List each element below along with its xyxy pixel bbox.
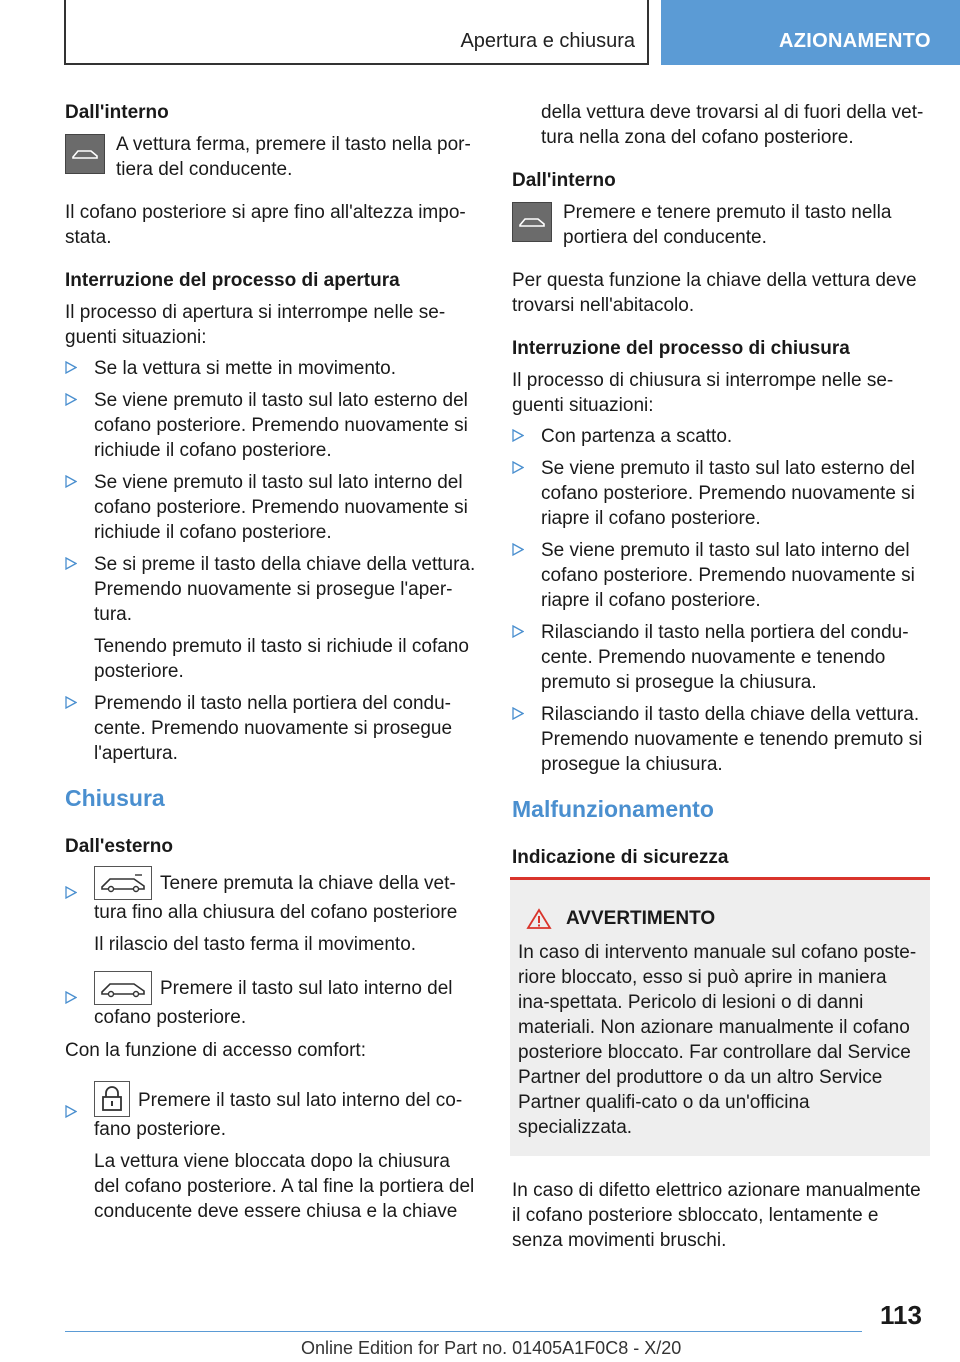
heading-safety: Indicazione di sicurezza: [512, 847, 729, 868]
inside-text: Premere e tenere premuto il tasto nella portiera del conducente.: [563, 202, 892, 248]
bullet-triangle-icon: [512, 543, 524, 556]
list-item: Premere il tasto sul lato interno del cofano posteriore.: [65, 971, 480, 1030]
bullet-triangle-icon: [65, 696, 77, 709]
bullet-triangle-icon: [65, 1105, 77, 1118]
heading-malfunction: Malfunzionamento: [512, 796, 714, 822]
list-item: Se viene premuto il tasto sul lato interno del cofano posteriore. Premendo nuovamente si richiude il cofano posteriore.: [65, 470, 480, 545]
list-item: Tenere premuta la chiave della vet-tura fino alla chiusura del cofano posteriore Il rilascio del tasto ferma il movimento.: [65, 866, 480, 957]
list-item: Rilasciando il tasto nella portiera del condu-cente. Premendo nuovamente e tenendo premuto si prosegue la chiusura.: [512, 620, 930, 695]
chapter-title: AZIONAMENTO: [779, 30, 931, 52]
list-item: Premere il tasto sul lato interno del co-fano posteriore. La vettura viene bloccata dopo la chiusura del cofano posteriore. A tal fine la portiera del conducente deve essere chiusa e la chiave: [65, 1081, 480, 1224]
bullet-triangle-icon: [65, 557, 77, 570]
list-item: Premendo il tasto nella portiera del condu-cente. Premendo nuovamente si prosegue l'apertura.: [65, 691, 480, 766]
inside-instruction: [65, 132, 480, 182]
page-number: 113: [880, 1300, 922, 1330]
heading-closing: Chiusura: [65, 785, 165, 811]
tailgate-button-icon: [65, 134, 105, 174]
edition-footer: Online Edition for Part no. 01405A1F0C8 - X/20: [301, 1338, 682, 1358]
list-item: Se viene premuto il tasto sul lato esterno del cofano posteriore. Premendo nuovamente si riapre il cofano posteriore.: [512, 456, 930, 531]
list-item: Se viene premuto il tasto sul lato esterno del cofano posteriore. Premendo nuovamente si richiude il cofano posteriore.: [65, 388, 480, 463]
heading-interrupt-closing: Interruzione del processo di chiusura: [512, 338, 850, 359]
warning-triangle-icon: [526, 908, 552, 930]
bullet-triangle-icon: [65, 886, 77, 899]
electric-defect-text: In caso di difetto elettrico azionare manualmente il cofano posteriore sbloccato, lentamente e senza movimenti bruschi.: [512, 1180, 921, 1251]
comfort-list: [65, 1081, 480, 1224]
key-text: Per questa funzione la chiave della vettura deve trovarsi nell'abitacolo.: [512, 270, 917, 316]
heading-inside: Dall'interno: [65, 102, 169, 123]
list-item: Se viene premuto il tasto sul lato interno del cofano posteriore. Premendo nuovamente si riapre il cofano posteriore.: [512, 538, 930, 613]
list-item: Rilasciando il tasto della chiave della vettura. Premendo nuovamente e tenendo premuto si prosegue la chiusura.: [512, 702, 930, 777]
warning-text: In caso di intervento manuale sul cofano poste-riore bloccato, esso si può aprire in maniera ina-spettata. Pericolo di lesioni o di danni materiali. Non azionare manualmente il cofano posteriore bloccato. Far controllare dal Service Partner del produttore o da un altro Service Partner qualifi-cato o da un'officina specializzata.: [518, 942, 917, 1138]
bullet-triangle-icon: [65, 991, 77, 1004]
right-column: [512, 100, 930, 1271]
left-column: [65, 100, 480, 1242]
closing-list: [65, 866, 480, 1030]
heading-inside: Dall'interno: [512, 170, 616, 191]
list-item: Con partenza a scatto.: [512, 424, 930, 449]
list-item: Se si preme il tasto della chiave della vettura. Premendo nuovamente si prosegue l'aper-tura. Tenendo premuto il tasto si richiude il cofano posteriore.: [65, 552, 480, 684]
interrupt-list: [512, 424, 930, 777]
list-subtext: Tenendo premuto il tasto si richiude il cofano posteriore.: [94, 636, 469, 682]
list-subtext: La vettura viene bloccata dopo la chiusura del cofano posteriore. A tal fine la portiera del conducente deve essere chiusa e la chiave: [94, 1151, 475, 1222]
warning-box: [510, 877, 930, 1156]
lock-icon: [94, 1081, 130, 1117]
bullet-triangle-icon: [65, 393, 77, 406]
section-title: Apertura e chiusura: [460, 30, 635, 52]
comfort-intro: Con la funzione di accesso comfort:: [65, 1040, 366, 1061]
opens-text: Il cofano posteriore si apre fino all'altezza impo-stata.: [65, 202, 466, 248]
interrupt-intro: Il processo di chiusura si interrompe nelle se-guenti situazioni:: [512, 370, 894, 416]
bullet-triangle-icon: [65, 475, 77, 488]
interrupt-list: [65, 356, 480, 766]
footer-divider: [65, 1331, 862, 1332]
interrupt-intro: Il processo di apertura si interrompe nelle se-guenti situazioni:: [65, 302, 446, 348]
tailgate-inner-button-icon: [94, 971, 152, 1005]
bullet-triangle-icon: [512, 625, 524, 638]
inside-text: A vettura ferma, premere il tasto nella por-tiera del conducente.: [116, 134, 471, 180]
chapter-tab[interactable]: [661, 0, 960, 65]
bullet-triangle-icon: [512, 461, 524, 474]
key-tailgate-icon: [94, 866, 152, 900]
list-item: Se la vettura si mette in movimento.: [65, 356, 480, 381]
heading-interrupt-opening: Interruzione del processo di apertura: [65, 270, 400, 291]
page-header: [0, 0, 960, 66]
bullet-triangle-icon: [65, 361, 77, 374]
heading-outside: Dall'esterno: [65, 836, 173, 857]
list-subtext: Il rilascio del tasto ferma il movimento.: [94, 934, 417, 955]
tailgate-button-icon: [512, 202, 552, 242]
continued-text: della vettura deve trovarsi al di fuori della vet-tura nella zona del cofano posteriore.: [541, 102, 924, 148]
bullet-triangle-icon: [512, 707, 524, 720]
inside-instruction: [512, 200, 930, 250]
warning-title: AVVERTIMENTO: [526, 906, 922, 931]
bullet-triangle-icon: [512, 429, 524, 442]
